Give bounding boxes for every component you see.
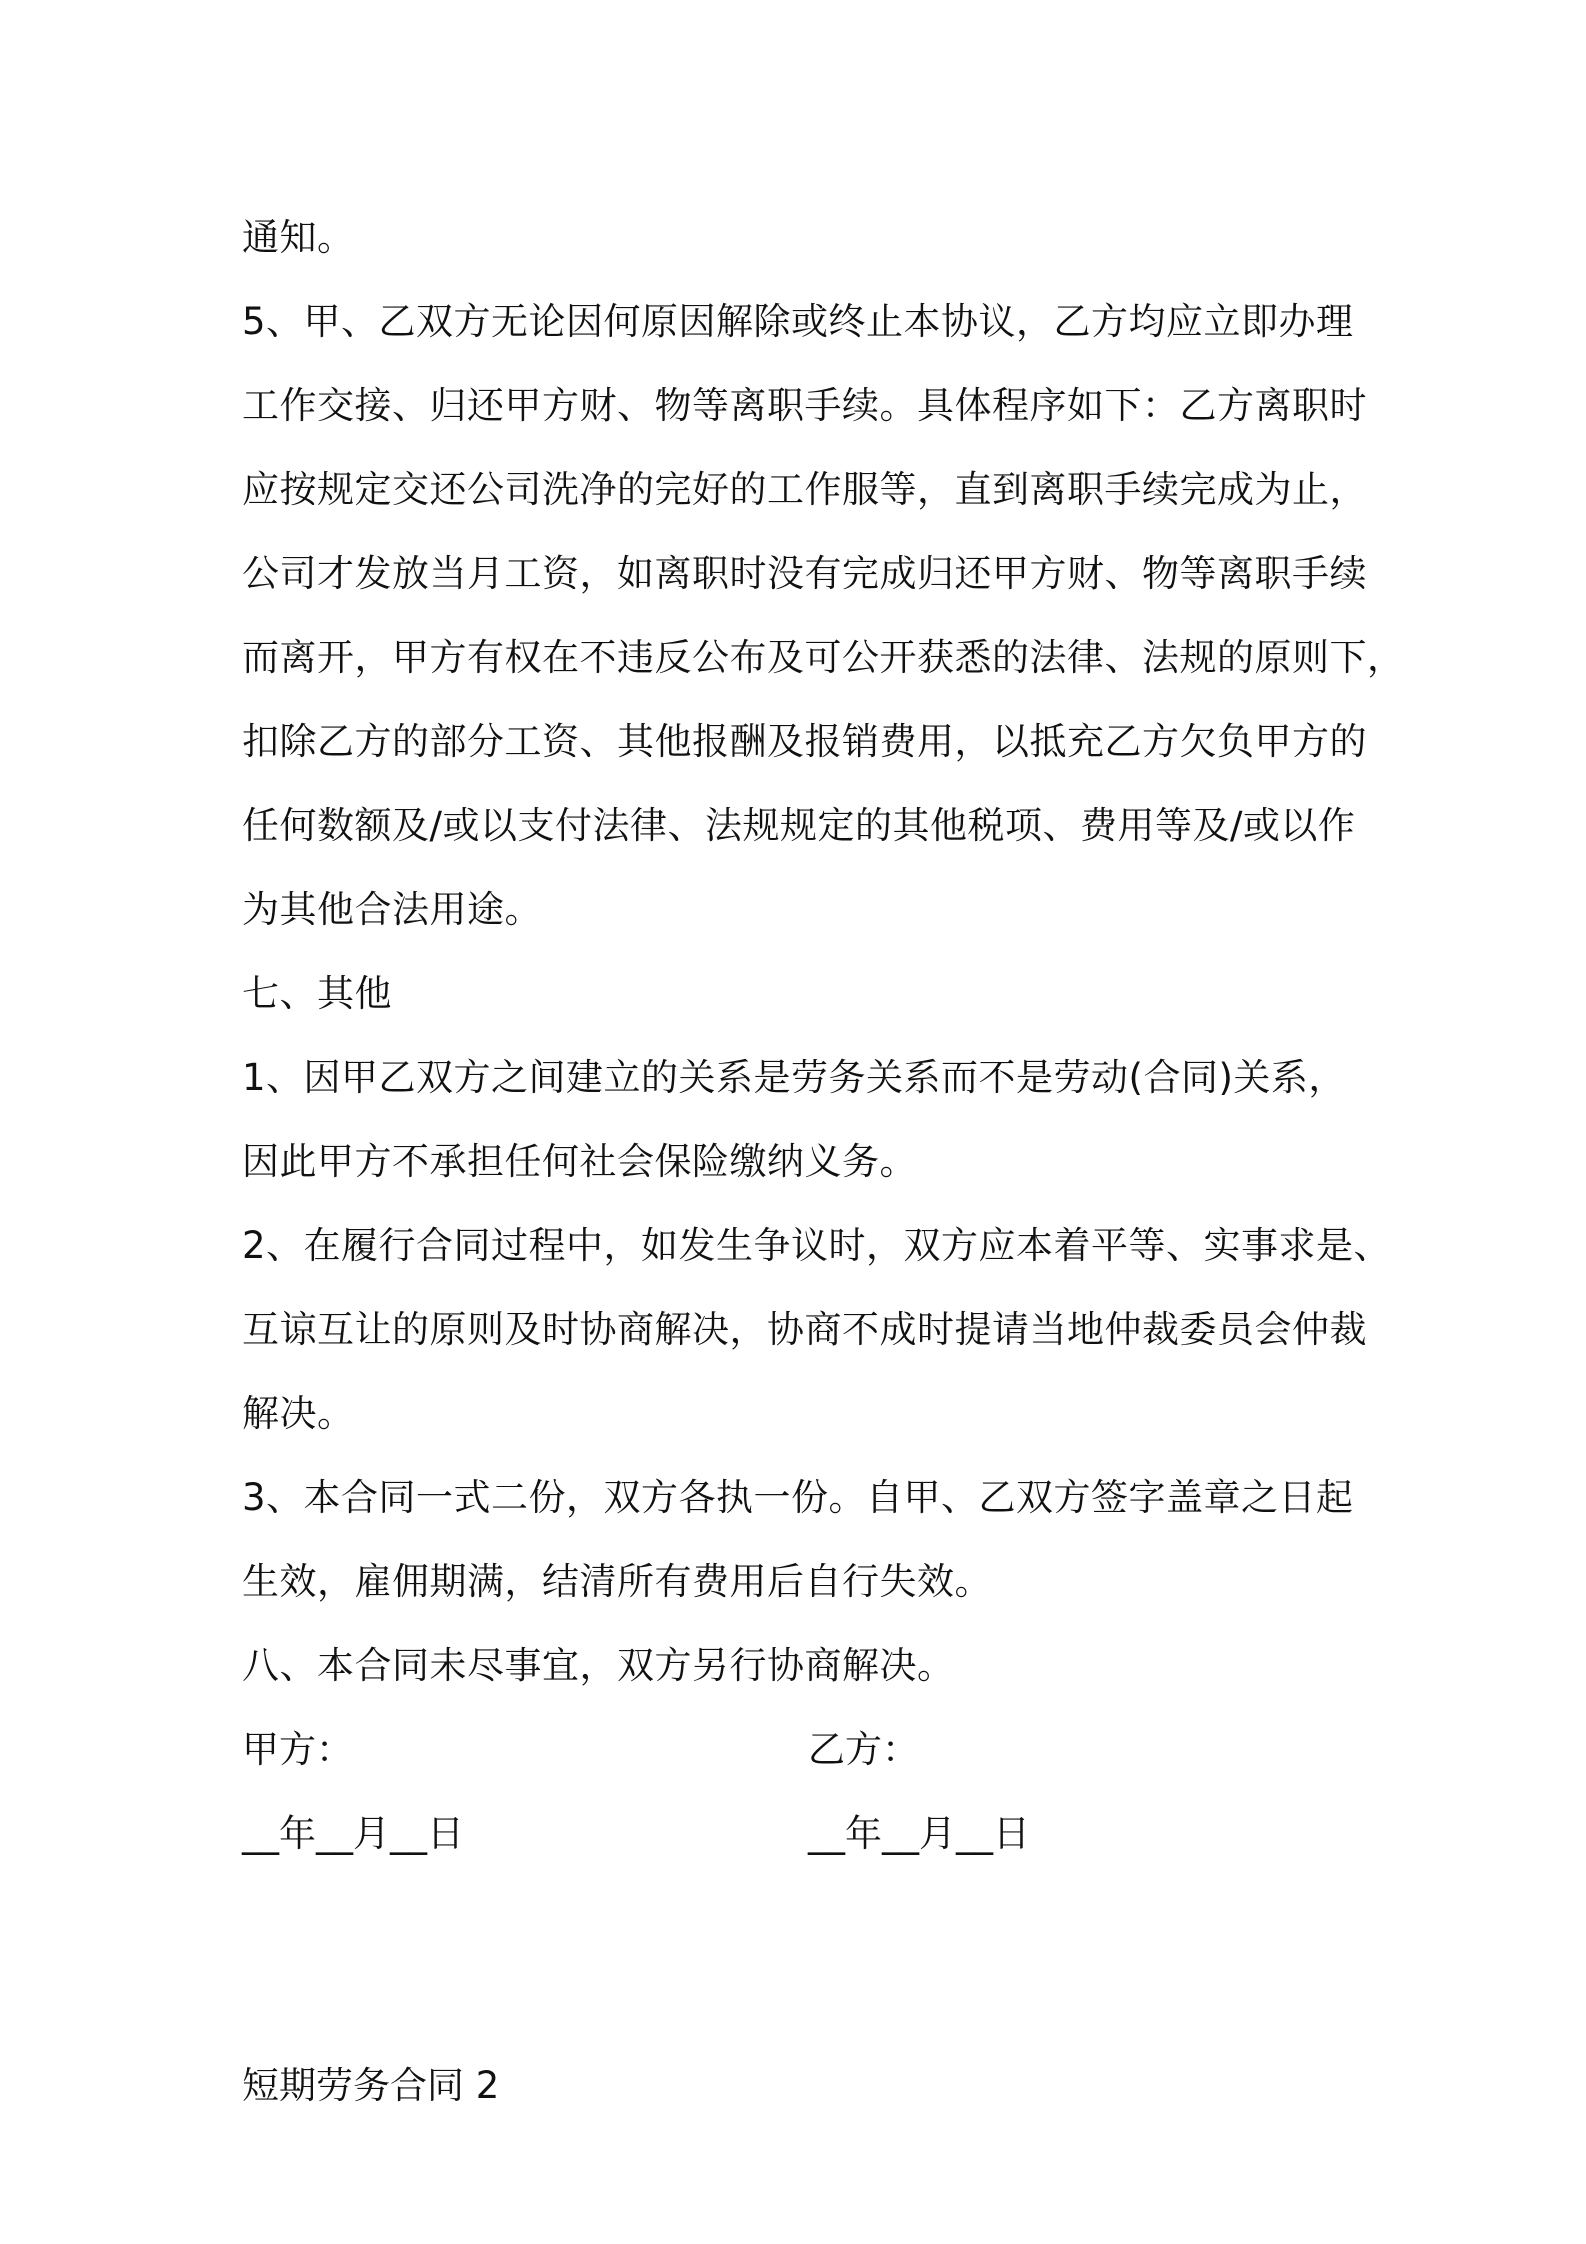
party-b-label: 乙方： bbox=[808, 1728, 919, 1771]
text-line: 1、因甲乙双方之间建立的关系是劳务关系而不是劳动(合同)关系， bbox=[242, 1056, 1346, 1099]
next-contract-title: 短期劳务合同 2 bbox=[242, 2064, 500, 2107]
text-line: 扣除乙方的部分工资、其他报酬及报销费用，以抵充乙方欠负甲方的 bbox=[242, 720, 1367, 763]
signature-party-row bbox=[242, 1708, 1362, 1792]
text-line: 而离开，甲方有权在不违反公布及可公开获悉的法律、法规的原则下， bbox=[242, 636, 1405, 679]
text-line: 互谅互让的原则及时协商解决，协商不成时提请当地仲裁委员会仲裁 bbox=[242, 1308, 1367, 1351]
spacer bbox=[242, 1876, 1362, 2044]
party-a-date: __年__月__日 bbox=[242, 1812, 464, 1855]
section-heading: 八、本合同未尽事宜，双方另行协商解决。 bbox=[242, 1644, 955, 1687]
text-line: 解决。 bbox=[242, 1392, 355, 1435]
text-line: 工作交接、归还甲方财、物等离职手续。具体程序如下：乙方离职时 bbox=[242, 384, 1367, 427]
text-line: 为其他合法用途。 bbox=[242, 888, 542, 931]
text-line: 5、甲、乙双方无论因何原因解除或终止本协议，乙方均应立即办理 bbox=[242, 300, 1354, 343]
text-line: 生效，雇佣期满，结清所有费用后自行失效。 bbox=[242, 1560, 992, 1603]
text-line: 2、在履行合同过程中，如发生争议时，双方应本着平等、实事求是、 bbox=[242, 1224, 1392, 1267]
party-b-date: __年__月__日 bbox=[808, 1812, 1030, 1855]
text-line: 公司才发放当月工资，如离职时没有完成归还甲方财、物等离职手续 bbox=[242, 552, 1367, 595]
text-line: 因此甲方不承担任何社会保险缴纳义务。 bbox=[242, 1140, 917, 1183]
document-body bbox=[242, 196, 1405, 2128]
section-heading: 七、其他 bbox=[242, 972, 392, 1015]
party-a-label: 甲方： bbox=[242, 1728, 353, 1771]
text-line: 通知。 bbox=[242, 216, 355, 259]
text-line: 任何数额及/或以支付法律、法规规定的其他税项、费用等及/或以作 bbox=[242, 804, 1356, 847]
text-line: 3、本合同一式二份，双方各执一份。自甲、乙双方签字盖章之日起 bbox=[242, 1476, 1354, 1519]
text-line: 应按规定交还公司洗净的完好的工作服等，直到离职手续完成为止， bbox=[242, 468, 1367, 511]
signature-date-row bbox=[242, 1792, 1362, 1876]
